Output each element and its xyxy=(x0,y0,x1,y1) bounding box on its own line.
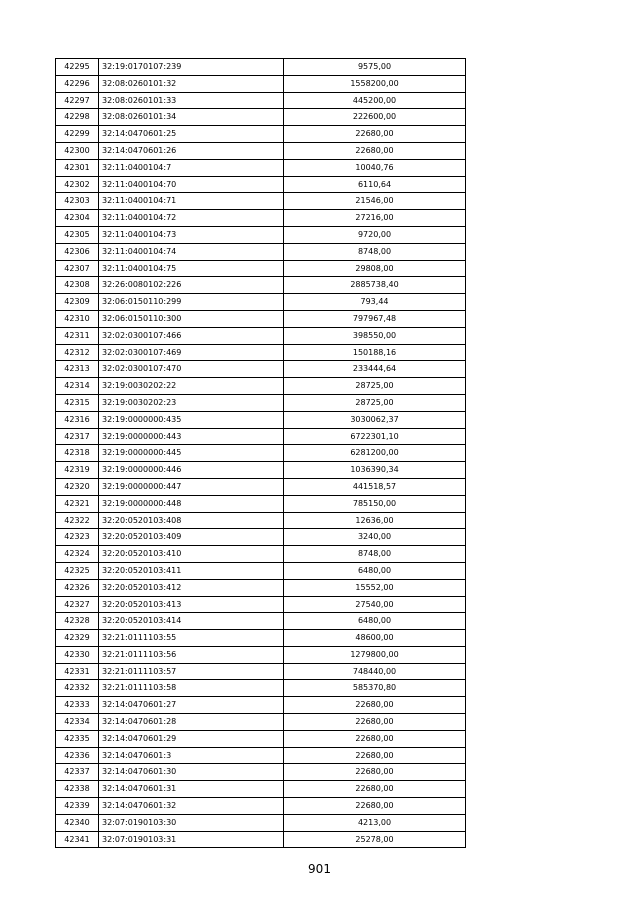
cadastral-number-cell: 32:19:0000000:448 xyxy=(99,495,284,512)
cadastral-value-cell: 445200,00 xyxy=(284,92,466,109)
cadastral-number-cell: 32:07:0190103:30 xyxy=(99,814,284,831)
cadastral-number-cell: 32:14:0470601:29 xyxy=(99,730,284,747)
cadastral-number-cell: 32:07:0190103:31 xyxy=(99,831,284,848)
row-number-cell: 42308 xyxy=(56,277,99,294)
table-row xyxy=(56,92,466,109)
table-row xyxy=(56,159,466,176)
row-number-cell: 42334 xyxy=(56,714,99,731)
cadastral-value-cell: 28725,00 xyxy=(284,394,466,411)
row-number-cell: 42316 xyxy=(56,411,99,428)
cadastral-value-cell: 6281200,00 xyxy=(284,445,466,462)
row-number-cell: 42297 xyxy=(56,92,99,109)
cadastral-value-cell: 748440,00 xyxy=(284,663,466,680)
table-row xyxy=(56,462,466,479)
table-row xyxy=(56,579,466,596)
cadastral-number-cell: 32:02:0300107:466 xyxy=(99,327,284,344)
cadastral-value-table xyxy=(55,58,466,848)
row-number-cell: 42298 xyxy=(56,109,99,126)
cadastral-value-cell: 222600,00 xyxy=(284,109,466,126)
cadastral-number-cell: 32:11:0400104:71 xyxy=(99,193,284,210)
row-number-cell: 42314 xyxy=(56,378,99,395)
cadastral-number-cell: 32:14:0470601:27 xyxy=(99,697,284,714)
table-row xyxy=(56,193,466,210)
row-number-cell: 42327 xyxy=(56,596,99,613)
cadastral-value-cell: 22680,00 xyxy=(284,697,466,714)
cadastral-value-cell: 48600,00 xyxy=(284,630,466,647)
cadastral-number-cell: 32:11:0400104:73 xyxy=(99,226,284,243)
table-row xyxy=(56,260,466,277)
row-number-cell: 42317 xyxy=(56,428,99,445)
cadastral-value-cell: 27216,00 xyxy=(284,210,466,227)
row-number-cell: 42332 xyxy=(56,680,99,697)
cadastral-number-cell: 32:21:0111103:55 xyxy=(99,630,284,647)
table-row xyxy=(56,428,466,445)
table-row xyxy=(56,277,466,294)
cadastral-value-cell: 22680,00 xyxy=(284,142,466,159)
table-row xyxy=(56,562,466,579)
table-row xyxy=(56,310,466,327)
table-row xyxy=(56,512,466,529)
row-number-cell: 42310 xyxy=(56,310,99,327)
cadastral-value-cell: 6480,00 xyxy=(284,613,466,630)
cadastral-number-cell: 32:20:0520103:411 xyxy=(99,562,284,579)
cadastral-value-cell: 585370,80 xyxy=(284,680,466,697)
row-number-cell: 42301 xyxy=(56,159,99,176)
cadastral-value-cell: 2885738,40 xyxy=(284,277,466,294)
cadastral-number-cell: 32:11:0400104:70 xyxy=(99,176,284,193)
table-row xyxy=(56,798,466,815)
cadastral-value-cell: 22680,00 xyxy=(284,781,466,798)
table-row xyxy=(56,226,466,243)
row-number-cell: 42300 xyxy=(56,142,99,159)
row-number-cell: 42306 xyxy=(56,243,99,260)
cadastral-number-cell: 32:20:0520103:410 xyxy=(99,546,284,563)
cadastral-value-cell: 22680,00 xyxy=(284,730,466,747)
cadastral-value-cell: 22680,00 xyxy=(284,764,466,781)
cadastral-number-cell: 32:21:0111103:57 xyxy=(99,663,284,680)
row-number-cell: 42337 xyxy=(56,764,99,781)
row-number-cell: 42295 xyxy=(56,59,99,76)
row-number-cell: 42331 xyxy=(56,663,99,680)
cadastral-value-cell: 4213,00 xyxy=(284,814,466,831)
table-row xyxy=(56,764,466,781)
cadastral-number-cell: 32:14:0470601:26 xyxy=(99,142,284,159)
cadastral-value-cell: 21546,00 xyxy=(284,193,466,210)
row-number-cell: 42338 xyxy=(56,781,99,798)
cadastral-number-cell: 32:21:0111103:58 xyxy=(99,680,284,697)
cadastral-value-cell: 8748,00 xyxy=(284,243,466,260)
table-row xyxy=(56,411,466,428)
table-row xyxy=(56,394,466,411)
cadastral-number-cell: 32:19:0000000:446 xyxy=(99,462,284,479)
cadastral-value-cell: 6110,64 xyxy=(284,176,466,193)
table-row xyxy=(56,142,466,159)
cadastral-number-cell: 32:11:0400104:7 xyxy=(99,159,284,176)
cadastral-number-cell: 32:14:0470601:32 xyxy=(99,798,284,815)
table-row xyxy=(56,327,466,344)
cadastral-number-cell: 32:20:0520103:408 xyxy=(99,512,284,529)
row-number-cell: 42311 xyxy=(56,327,99,344)
cadastral-value-cell: 8748,00 xyxy=(284,546,466,563)
cadastral-value-cell: 22680,00 xyxy=(284,126,466,143)
cadastral-value-cell: 9720,00 xyxy=(284,226,466,243)
cadastral-value-cell: 1558200,00 xyxy=(284,75,466,92)
cadastral-number-cell: 32:14:0470601:25 xyxy=(99,126,284,143)
row-number-cell: 42323 xyxy=(56,529,99,546)
cadastral-number-cell: 32:11:0400104:74 xyxy=(99,243,284,260)
row-number-cell: 42329 xyxy=(56,630,99,647)
cadastral-value-cell: 28725,00 xyxy=(284,378,466,395)
cadastral-value-cell: 9575,00 xyxy=(284,59,466,76)
cadastral-number-cell: 32:19:0000000:447 xyxy=(99,478,284,495)
table-row xyxy=(56,378,466,395)
page-number: 901 xyxy=(308,862,331,876)
table-row xyxy=(56,747,466,764)
table-row xyxy=(56,613,466,630)
cadastral-value-cell: 29808,00 xyxy=(284,260,466,277)
cadastral-value-cell: 785150,00 xyxy=(284,495,466,512)
cadastral-value-cell: 22680,00 xyxy=(284,798,466,815)
table-row xyxy=(56,646,466,663)
cadastral-number-cell: 32:14:0470601:3 xyxy=(99,747,284,764)
cadastral-value-cell: 797967,48 xyxy=(284,310,466,327)
cadastral-number-cell: 32:19:0000000:435 xyxy=(99,411,284,428)
cadastral-value-cell: 10040,76 xyxy=(284,159,466,176)
cadastral-value-cell: 233444,64 xyxy=(284,361,466,378)
cadastral-number-cell: 32:08:0260101:33 xyxy=(99,92,284,109)
row-number-cell: 42303 xyxy=(56,193,99,210)
row-number-cell: 42307 xyxy=(56,260,99,277)
row-number-cell: 42341 xyxy=(56,831,99,848)
cadastral-number-cell: 32:20:0520103:414 xyxy=(99,613,284,630)
row-number-cell: 42313 xyxy=(56,361,99,378)
row-number-cell: 42312 xyxy=(56,344,99,361)
row-number-cell: 42296 xyxy=(56,75,99,92)
cadastral-value-cell: 3030062,37 xyxy=(284,411,466,428)
cadastral-number-cell: 32:14:0470601:28 xyxy=(99,714,284,731)
cadastral-number-cell: 32:11:0400104:75 xyxy=(99,260,284,277)
row-number-cell: 42325 xyxy=(56,562,99,579)
cadastral-number-cell: 32:02:0300107:470 xyxy=(99,361,284,378)
row-number-cell: 42322 xyxy=(56,512,99,529)
row-number-cell: 42328 xyxy=(56,613,99,630)
table-row xyxy=(56,529,466,546)
table-row xyxy=(56,730,466,747)
row-number-cell: 42330 xyxy=(56,646,99,663)
cadastral-value-cell: 1279800,00 xyxy=(284,646,466,663)
cadastral-value-cell: 398550,00 xyxy=(284,327,466,344)
cadastral-value-cell: 12636,00 xyxy=(284,512,466,529)
table-row xyxy=(56,596,466,613)
cadastral-number-cell: 32:20:0520103:409 xyxy=(99,529,284,546)
table-row xyxy=(56,697,466,714)
table-row xyxy=(56,478,466,495)
cadastral-value-cell: 441518,57 xyxy=(284,478,466,495)
cadastral-value-cell: 6480,00 xyxy=(284,562,466,579)
cadastral-number-cell: 32:06:0150110:300 xyxy=(99,310,284,327)
row-number-cell: 42333 xyxy=(56,697,99,714)
cadastral-value-cell: 150188,16 xyxy=(284,344,466,361)
row-number-cell: 42304 xyxy=(56,210,99,227)
cadastral-number-cell: 32:08:0260101:34 xyxy=(99,109,284,126)
cadastral-number-cell: 32:19:0030202:23 xyxy=(99,394,284,411)
table-row xyxy=(56,831,466,848)
cadastral-number-cell: 32:20:0520103:412 xyxy=(99,579,284,596)
cadastral-number-cell: 32:21:0111103:56 xyxy=(99,646,284,663)
row-number-cell: 42318 xyxy=(56,445,99,462)
cadastral-number-cell: 32:02:0300107:469 xyxy=(99,344,284,361)
table-row xyxy=(56,663,466,680)
table-row xyxy=(56,814,466,831)
row-number-cell: 42320 xyxy=(56,478,99,495)
cadastral-number-cell: 32:20:0520103:413 xyxy=(99,596,284,613)
table-row xyxy=(56,781,466,798)
cadastral-number-cell: 32:19:0030202:22 xyxy=(99,378,284,395)
row-number-cell: 42321 xyxy=(56,495,99,512)
row-number-cell: 42326 xyxy=(56,579,99,596)
table-row xyxy=(56,243,466,260)
table-row xyxy=(56,495,466,512)
table-row xyxy=(56,75,466,92)
cadastral-value-cell: 22680,00 xyxy=(284,747,466,764)
cadastral-number-cell: 32:14:0470601:31 xyxy=(99,781,284,798)
row-number-cell: 42299 xyxy=(56,126,99,143)
cadastral-value-cell: 3240,00 xyxy=(284,529,466,546)
cadastral-value-cell: 22680,00 xyxy=(284,714,466,731)
cadastral-number-cell: 32:19:0000000:443 xyxy=(99,428,284,445)
table-row xyxy=(56,59,466,76)
table-row xyxy=(56,109,466,126)
cadastral-value-cell: 1036390,34 xyxy=(284,462,466,479)
row-number-cell: 42315 xyxy=(56,394,99,411)
cadastral-value-cell: 27540,00 xyxy=(284,596,466,613)
table-row xyxy=(56,680,466,697)
row-number-cell: 42340 xyxy=(56,814,99,831)
row-number-cell: 42335 xyxy=(56,730,99,747)
cadastral-number-cell: 32:14:0470601:30 xyxy=(99,764,284,781)
cadastral-value-cell: 6722301,10 xyxy=(284,428,466,445)
cadastral-number-cell: 32:11:0400104:72 xyxy=(99,210,284,227)
table-row xyxy=(56,630,466,647)
table-row xyxy=(56,546,466,563)
cadastral-number-cell: 32:08:0260101:32 xyxy=(99,75,284,92)
row-number-cell: 42309 xyxy=(56,294,99,311)
cadastral-number-cell: 32:19:0170107:239 xyxy=(99,59,284,76)
cadastral-value-cell: 25278,00 xyxy=(284,831,466,848)
cadastral-value-cell: 793,44 xyxy=(284,294,466,311)
row-number-cell: 42305 xyxy=(56,226,99,243)
table-row xyxy=(56,126,466,143)
table-body xyxy=(56,59,466,848)
row-number-cell: 42339 xyxy=(56,798,99,815)
cadastral-value-cell: 15552,00 xyxy=(284,579,466,596)
row-number-cell: 42336 xyxy=(56,747,99,764)
cadastral-number-cell: 32:26:0080102:226 xyxy=(99,277,284,294)
table-row xyxy=(56,294,466,311)
table-row xyxy=(56,714,466,731)
cadastral-number-cell: 32:19:0000000:445 xyxy=(99,445,284,462)
row-number-cell: 42302 xyxy=(56,176,99,193)
row-number-cell: 42319 xyxy=(56,462,99,479)
table-row xyxy=(56,344,466,361)
table-row xyxy=(56,210,466,227)
table-row xyxy=(56,445,466,462)
row-number-cell: 42324 xyxy=(56,546,99,563)
table-row xyxy=(56,176,466,193)
table-row xyxy=(56,361,466,378)
cadastral-number-cell: 32:06:0150110:299 xyxy=(99,294,284,311)
